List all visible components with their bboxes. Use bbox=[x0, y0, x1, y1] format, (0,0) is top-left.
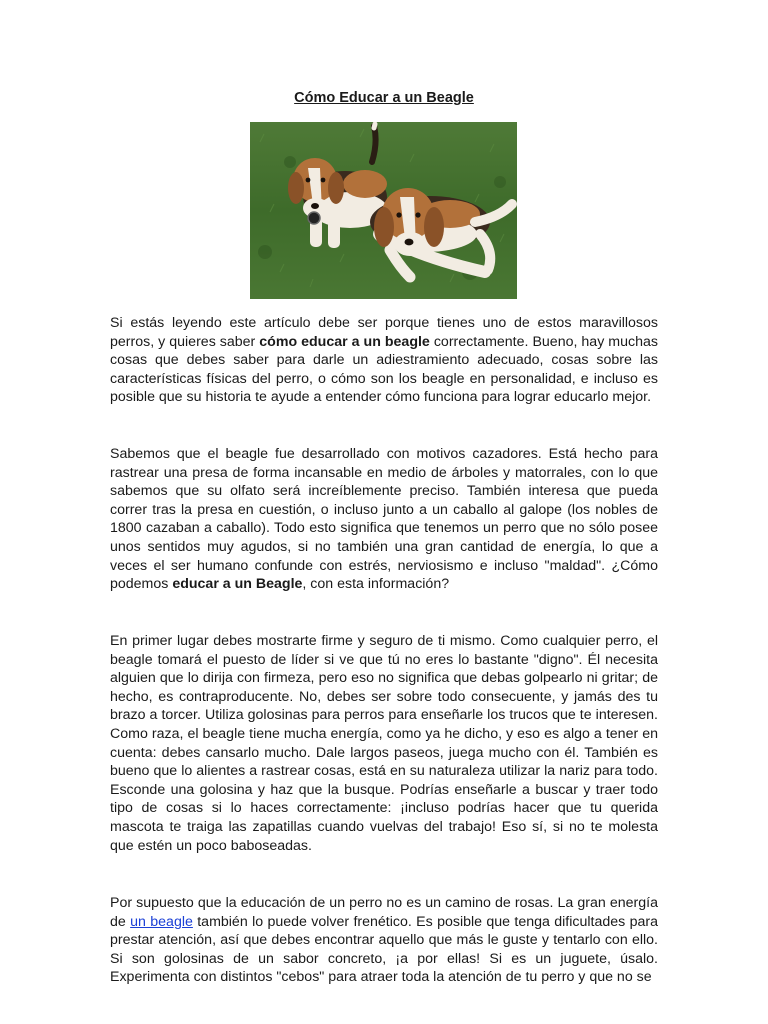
paragraph-history-bold: educar a un Beagle bbox=[172, 576, 303, 593]
paragraph-training-text: En primer lugar debes mostrarte firme y seguro de ti mismo. Como cualquier perro, el beagle tomará el puesto de líder si ve que tú no eres lo bastante "digno". Él necesita alguien que lo dirija con firmeza, pero eso no significa que debas golpearlo ni gritar; de hecho, es contraproducente. No, debes ser sobre todo consecuente, y jamás des tu brazo a torcer. Utiliza golosinas para perros para enseñarle los trucos que te interesen. Como raza, el beagle tiene mucha energía, como ya he dicho, y eso es algo a tener en cuenta: debes cansarlo mucho. Dale largos paseos, juega mucho con él. También es bueno que lo alientes a rastrear cosas, está en su naturaleza utilizar la nariz para todo. Esconde una golosina y haz que la busque. Podrías enseñarle a buscar y traer todo tipo de cosas si lo haces correctamente: ¡incluso podrías hacer que tu querida mascota te traiga las zapatillas cuando vuelvas del trabajo! Eso sí, si no te molesta que estén un poco baboseadas. bbox=[110, 633, 658, 854]
paragraph-energy bbox=[110, 894, 658, 987]
paragraph-energy-text-2: también lo puede volver frenético. Es posible que tenga dificultades para prestar atención, así que debes encontrar aquello que más le guste y tentarlo con ello. Si son golosinas de un sabor concreto, ¡a por ellas! Si es un juguete, úsalo. Experimenta con distintos "cebos" para atraer toda la atención de tu perro y que no se bbox=[110, 913, 658, 986]
paragraph-history-text-1: Sabemos que el beagle fue desarrollado con motivos cazadores. Está hecho para rastrear una presa de forma incansable en medio de árboles y matorrales, con lo que sabemos que su olfato será increíblemente preciso. También interesa que pueda correr tras la presa en cuestión, o incluso junto a un caballo al galope (los nobles de 1800 cazaban a caballo). Todo esto significa que tenemos un perro que no sólo posee unos sentidos muy agudos, si no también una gran cantidad de energía, lo que a veces el ser humano confunde con estrés, nerviosismo e incluso "maldad". ¿Cómo podemos bbox=[110, 446, 658, 593]
paragraph-history-text-2: , con esta información? bbox=[302, 576, 450, 593]
paragraph-energy-text-1: Por supuesto que la educación de un perro no es un camino de rosas. La gran energía de bbox=[110, 895, 658, 930]
page-title: Cómo Educar a un Beagle bbox=[294, 90, 474, 106]
paragraph-intro-text-2: correctamente. Bueno, hay muchas cosas que debes saber para darle un adiestramiento adecuado, cosas sobre las características físicas del perro, o cómo son los beagle en personalidad, e incluso es posible que su historia te ayude a entender cómo funciona para lograr educarlo mejor. bbox=[110, 333, 658, 406]
paragraph-intro-bold: cómo educar a un beagle bbox=[259, 333, 430, 350]
paragraph-history bbox=[110, 445, 658, 594]
beagle-photo bbox=[250, 122, 517, 299]
beagle-link[interactable]: un beagle bbox=[130, 913, 193, 930]
paragraph-intro-text-1: Si estás leyendo este artículo debe ser porque tienes uno de estos maravillosos perros, y quieres saber bbox=[110, 315, 658, 350]
paragraph-intro bbox=[110, 314, 658, 407]
paragraph-training bbox=[110, 632, 658, 855]
